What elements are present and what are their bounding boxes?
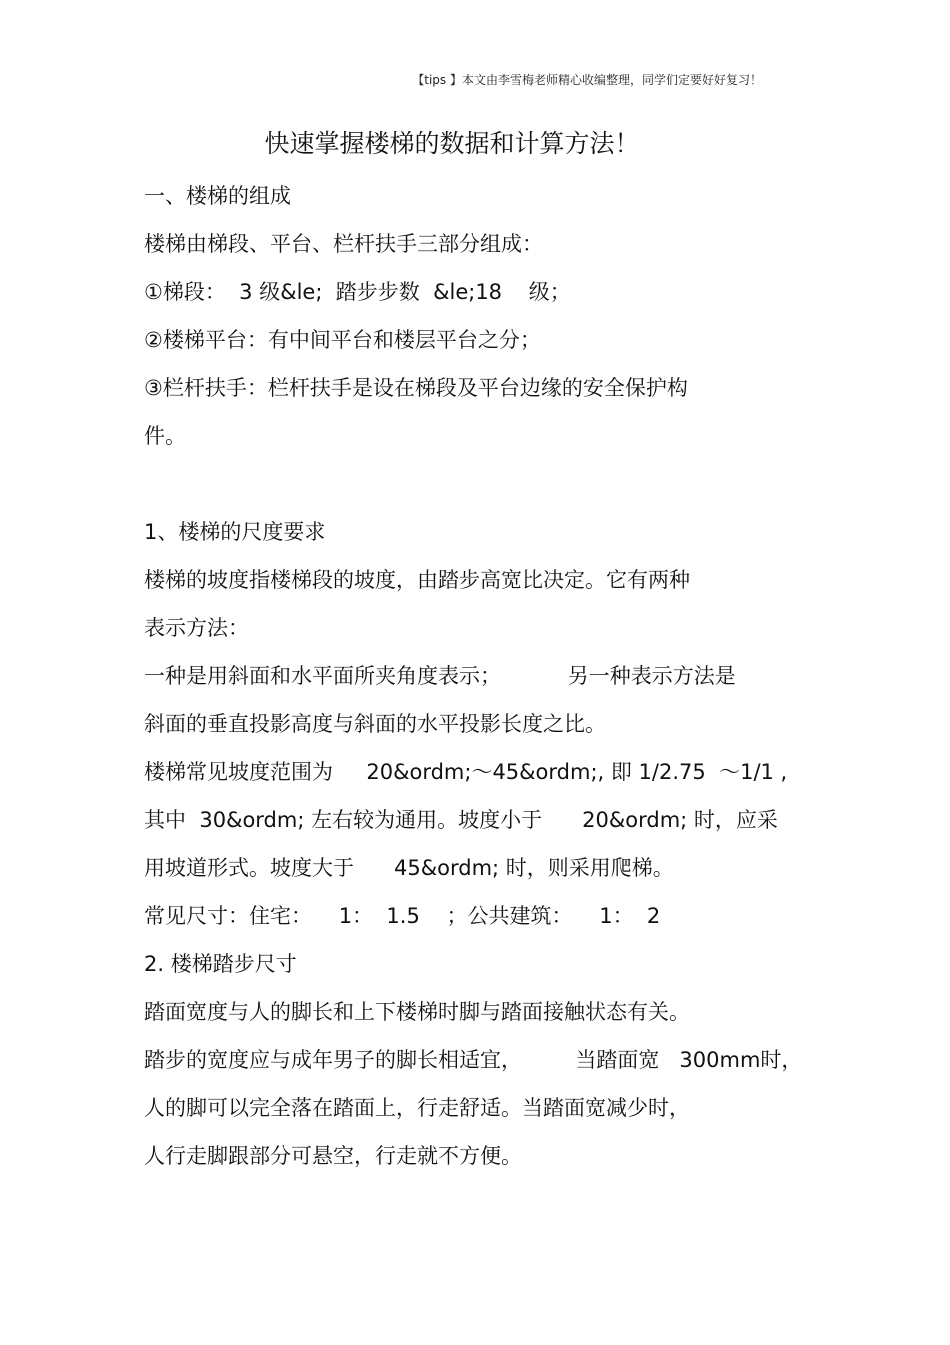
document-title: 快速掌握楼梯的数据和计算方法！ [264, 129, 640, 158]
paragraph-line: 人的脚可以完全落在踏面上，行走舒适。当踏面宽减少时， [144, 1096, 690, 1120]
list-item-flight: ①梯段： 3 级&le; 踏步步数 &le;18 级； [144, 280, 571, 304]
list-item-railing: ③栏杆扶手：栏杆扶手是设在梯段及平台边缘的安全保护构 [144, 376, 688, 400]
section-heading-tread-size: 2. 楼梯踏步尺寸 [144, 952, 297, 976]
paragraph-line: 斜面的垂直投影高度与斜面的水平投影长度之比。 [144, 712, 606, 736]
paragraph-line: 常见尺寸：住宅： 1： 1.5 ；公共建筑： 1： 2 [144, 904, 661, 928]
paragraph-line: 表示方法： [144, 616, 249, 640]
section-heading-composition: 一、楼梯的组成 [144, 184, 291, 208]
paragraph-line: 一种是用斜面和水平面所夹角度表示； 另一种表示方法是 [144, 664, 736, 688]
paragraph-line: 用坡道形式。坡度大于 45&ordm; 时，则采用爬梯。 [144, 856, 674, 880]
paragraph-line: 楼梯常见坡度范围为 20&ordm;～45&ordm;, 即 1/2.75 ～1/1 , [144, 760, 788, 784]
paragraph-line: 踏步的宽度应与成年男子的脚长相适宜， 当踏面宽 300mm时， [144, 1048, 803, 1072]
paragraph-line: 件。 [144, 424, 186, 448]
header-note: 【tips 】本文由李雪梅老师精心收编整理，同学们定要好好复习！ [412, 73, 762, 87]
list-item-landing: ②楼梯平台：有中间平台和楼层平台之分； [144, 328, 541, 352]
paragraph-line: 踏面宽度与人的脚长和上下楼梯时脚与踏面接触状态有关。 [144, 1000, 690, 1024]
paragraph-line: 人行走脚跟部分可悬空，行走就不方便。 [144, 1144, 522, 1168]
paragraph-line: 楼梯由梯段、平台、栏杆扶手三部分组成： [144, 232, 543, 256]
section-heading-dimensions: 1、楼梯的尺度要求 [144, 520, 326, 544]
paragraph-line: 其中 30&ordm; 左右较为通用。坡度小于 20&ordm; 时，应采 [144, 808, 778, 832]
paragraph-line: 楼梯的坡度指楼梯段的坡度，由踏步高宽比决定。它有两种 [144, 568, 690, 592]
